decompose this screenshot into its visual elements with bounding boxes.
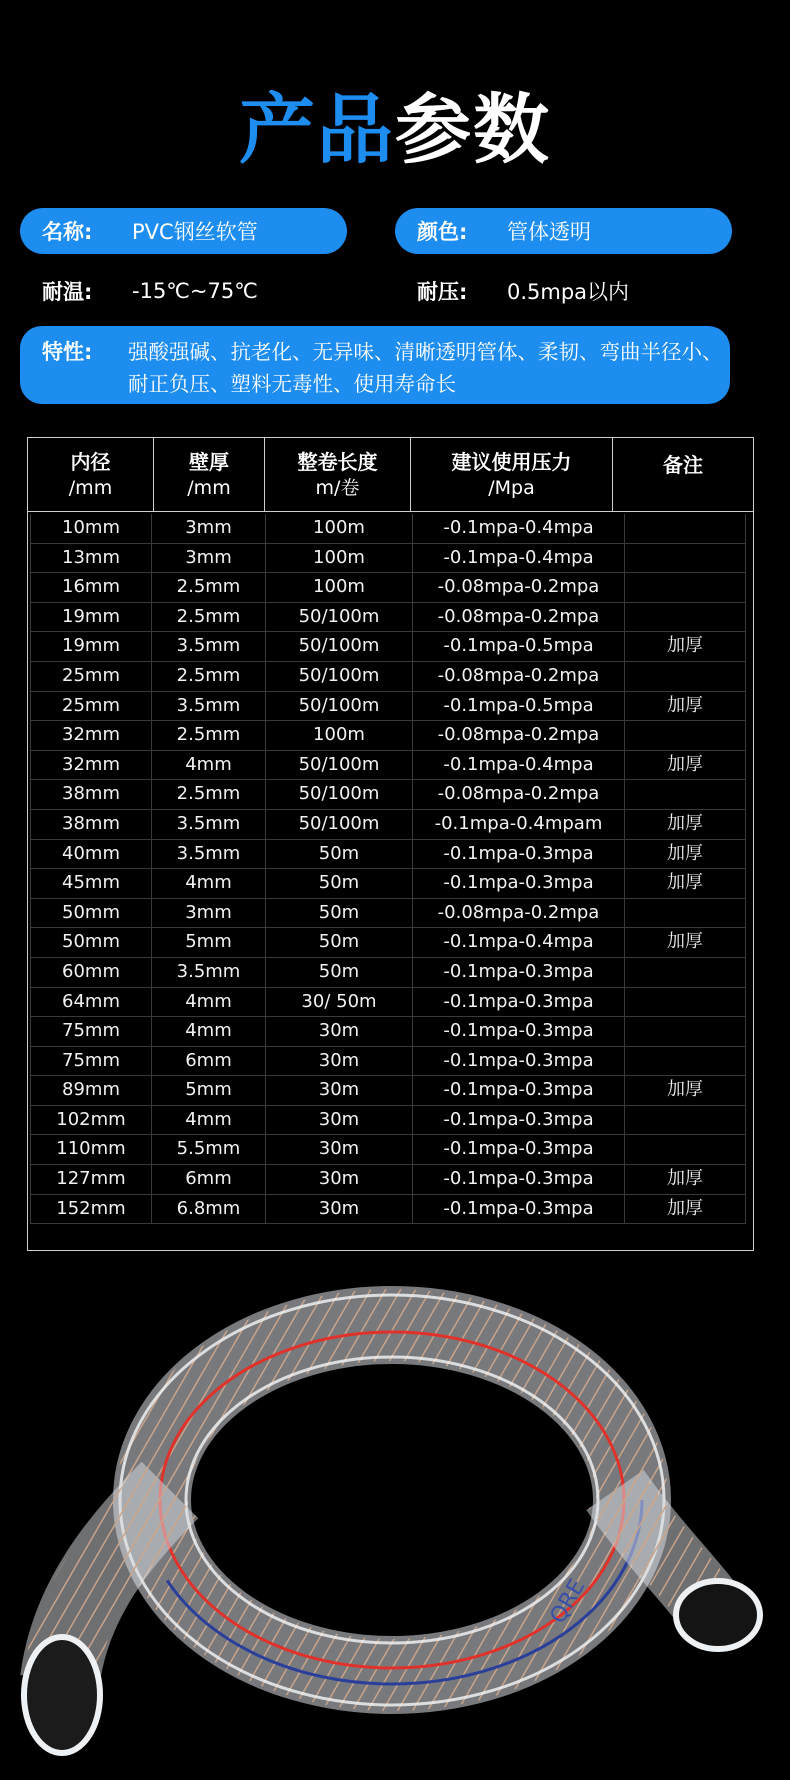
cell-wall-thickness: 4mm bbox=[152, 1017, 266, 1046]
cell-wall-thickness: 3.5mm bbox=[152, 840, 266, 869]
pressure-label: 耐压: bbox=[417, 280, 468, 304]
cell-inner-diameter: 75mm bbox=[30, 1017, 152, 1046]
header-roll-length bbox=[265, 438, 411, 512]
cell-pressure: -0.1mpa-0.3mpa bbox=[413, 1106, 625, 1135]
cell-roll-length: 30m bbox=[266, 1165, 413, 1194]
table-row bbox=[30, 514, 746, 544]
cell-roll-length: 50m bbox=[266, 958, 413, 987]
cell-remark: 加厚 bbox=[625, 1165, 746, 1194]
header-inner-diameter bbox=[28, 438, 154, 512]
cell-remark bbox=[625, 1047, 746, 1076]
cell-remark bbox=[625, 1106, 746, 1135]
cell-remark bbox=[625, 899, 746, 928]
cell-remark: 加厚 bbox=[625, 928, 746, 957]
cell-pressure: -0.1mpa-0.4mpa bbox=[413, 544, 625, 573]
cell-pressure: -0.1mpa-0.3mpa bbox=[413, 1135, 625, 1164]
cell-wall-thickness: 2.5mm bbox=[152, 721, 266, 750]
cell-remark bbox=[625, 1135, 746, 1164]
spec-table bbox=[27, 437, 754, 1251]
table-row bbox=[30, 632, 746, 662]
cell-roll-length: 100m bbox=[266, 721, 413, 750]
pressure-value: 0.5mpa以内 bbox=[507, 280, 630, 304]
cell-roll-length: 50/100m bbox=[266, 603, 413, 632]
cell-wall-thickness: 5.5mm bbox=[152, 1135, 266, 1164]
cell-remark: 加厚 bbox=[625, 1076, 746, 1105]
cell-inner-diameter: 64mm bbox=[30, 988, 152, 1017]
cell-inner-diameter: 38mm bbox=[30, 780, 152, 809]
cell-wall-thickness: 4mm bbox=[152, 751, 266, 780]
cell-inner-diameter: 16mm bbox=[30, 573, 152, 602]
table-row bbox=[30, 573, 746, 603]
cell-wall-thickness: 6mm bbox=[152, 1047, 266, 1076]
cell-pressure: -0.1mpa-0.3mpa bbox=[413, 1017, 625, 1046]
table-body bbox=[30, 514, 746, 1224]
color-pill bbox=[395, 208, 732, 254]
cell-remark: 加厚 bbox=[625, 840, 746, 869]
header-text: 整卷长度 bbox=[297, 449, 378, 474]
cell-remark bbox=[625, 1017, 746, 1046]
hose-print: QRE bbox=[545, 1575, 591, 1628]
cell-pressure: -0.1mpa-0.5mpa bbox=[413, 692, 625, 721]
cell-wall-thickness: 2.5mm bbox=[152, 662, 266, 691]
table-row bbox=[30, 662, 746, 692]
cell-wall-thickness: 3mm bbox=[152, 899, 266, 928]
cell-pressure: -0.1mpa-0.4mpa bbox=[413, 751, 625, 780]
cell-inner-diameter: 50mm bbox=[30, 928, 152, 957]
name-value: PVC钢丝软管 bbox=[132, 220, 258, 244]
cell-wall-thickness: 3.5mm bbox=[152, 810, 266, 839]
table-row bbox=[30, 928, 746, 958]
cell-remark: 加厚 bbox=[625, 810, 746, 839]
cell-inner-diameter: 40mm bbox=[30, 840, 152, 869]
table-row bbox=[30, 1135, 746, 1165]
cell-pressure: -0.1mpa-0.4mpa bbox=[413, 928, 625, 957]
cell-remark bbox=[625, 603, 746, 632]
cell-roll-length: 100m bbox=[266, 573, 413, 602]
cell-roll-length: 50/100m bbox=[266, 662, 413, 691]
header-unit: /Mpa bbox=[488, 476, 535, 499]
cell-pressure: -0.1mpa-0.3mpa bbox=[413, 840, 625, 869]
table-row bbox=[30, 869, 746, 899]
cell-wall-thickness: 2.5mm bbox=[152, 603, 266, 632]
cell-inner-diameter: 25mm bbox=[30, 692, 152, 721]
title-part-2: 参数 bbox=[395, 85, 551, 174]
color-value: 管体透明 bbox=[507, 220, 591, 244]
cell-roll-length: 100m bbox=[266, 544, 413, 573]
table-row bbox=[30, 692, 746, 722]
cell-wall-thickness: 2.5mm bbox=[152, 780, 266, 809]
cell-remark bbox=[625, 721, 746, 750]
steel-wire-hose-coil bbox=[0, 1280, 790, 1780]
temp-row bbox=[42, 271, 258, 311]
page-title bbox=[0, 85, 790, 174]
table-row bbox=[30, 780, 746, 810]
cell-wall-thickness: 4mm bbox=[152, 869, 266, 898]
features-pill bbox=[20, 326, 730, 404]
cell-pressure: -0.1mpa-0.5mpa bbox=[413, 632, 625, 661]
cell-roll-length: 30m bbox=[266, 1017, 413, 1046]
cell-wall-thickness: 6.8mm bbox=[152, 1195, 266, 1224]
cell-pressure: -0.08mpa-0.2mpa bbox=[413, 721, 625, 750]
cell-pressure: -0.1mpa-0.3mpa bbox=[413, 1076, 625, 1105]
features-label: 特性: bbox=[42, 340, 93, 364]
cell-roll-length: 100m bbox=[266, 514, 413, 543]
cell-remark bbox=[625, 780, 746, 809]
cell-roll-length: 30m bbox=[266, 1047, 413, 1076]
cell-wall-thickness: 5mm bbox=[152, 928, 266, 957]
temp-label: 耐温: bbox=[42, 280, 93, 304]
cell-inner-diameter: 19mm bbox=[30, 603, 152, 632]
table-row bbox=[30, 840, 746, 870]
header-text: 备注 bbox=[663, 453, 703, 477]
cell-inner-diameter: 102mm bbox=[30, 1106, 152, 1135]
table-row bbox=[30, 899, 746, 929]
temp-value: -15℃~75℃ bbox=[132, 279, 258, 303]
cell-wall-thickness: 3mm bbox=[152, 514, 266, 543]
color-label: 颜色: bbox=[417, 220, 468, 244]
table-row bbox=[30, 721, 746, 751]
cell-remark bbox=[625, 544, 746, 573]
cell-roll-length: 30m bbox=[266, 1076, 413, 1105]
cell-remark: 加厚 bbox=[625, 1195, 746, 1224]
cell-wall-thickness: 5mm bbox=[152, 1076, 266, 1105]
cell-remark: 加厚 bbox=[625, 751, 746, 780]
cell-roll-length: 50/100m bbox=[266, 780, 413, 809]
cell-pressure: -0.1mpa-0.3mpa bbox=[413, 958, 625, 987]
table-row bbox=[30, 1106, 746, 1136]
table-row bbox=[30, 988, 746, 1018]
header-unit: /mm bbox=[187, 476, 231, 499]
cell-inner-diameter: 32mm bbox=[30, 751, 152, 780]
cell-inner-diameter: 89mm bbox=[30, 1076, 152, 1105]
cell-wall-thickness: 3.5mm bbox=[152, 692, 266, 721]
cell-remark bbox=[625, 514, 746, 543]
cell-wall-thickness: 2.5mm bbox=[152, 573, 266, 602]
cell-inner-diameter: 152mm bbox=[30, 1195, 152, 1224]
cell-roll-length: 50m bbox=[266, 869, 413, 898]
header-text: 建议使用压力 bbox=[451, 449, 572, 474]
cell-pressure: -0.08mpa-0.2mpa bbox=[413, 899, 625, 928]
table-row bbox=[30, 751, 746, 781]
header-pressure bbox=[411, 438, 613, 512]
cell-remark: 加厚 bbox=[625, 869, 746, 898]
cell-remark bbox=[625, 573, 746, 602]
header-text: 内径 bbox=[70, 449, 111, 474]
table-row bbox=[30, 1047, 746, 1077]
cell-pressure: -0.1mpa-0.3mpa bbox=[413, 869, 625, 898]
table-row bbox=[30, 810, 746, 840]
table-row bbox=[30, 1076, 746, 1106]
cell-wall-thickness: 3mm bbox=[152, 544, 266, 573]
cell-inner-diameter: 38mm bbox=[30, 810, 152, 839]
cell-wall-thickness: 3.5mm bbox=[152, 632, 266, 661]
cell-pressure: -0.1mpa-0.3mpa bbox=[413, 1165, 625, 1194]
cell-inner-diameter: 19mm bbox=[30, 632, 152, 661]
cell-inner-diameter: 60mm bbox=[30, 958, 152, 987]
cell-roll-length: 50m bbox=[266, 840, 413, 869]
cell-roll-length: 30m bbox=[266, 1135, 413, 1164]
cell-wall-thickness: 3.5mm bbox=[152, 958, 266, 987]
cell-roll-length: 30m bbox=[266, 1106, 413, 1135]
cell-pressure: -0.08mpa-0.2mpa bbox=[413, 573, 625, 602]
header-text: 壁厚 bbox=[189, 449, 229, 474]
title-part-1: 产品 bbox=[239, 85, 395, 174]
cell-wall-thickness: 4mm bbox=[152, 988, 266, 1017]
cell-inner-diameter: 25mm bbox=[30, 662, 152, 691]
cell-pressure: -0.1mpa-0.3mpa bbox=[413, 1047, 625, 1076]
cell-roll-length: 50/100m bbox=[266, 692, 413, 721]
table-row bbox=[30, 958, 746, 988]
cell-pressure: -0.08mpa-0.2mpa bbox=[413, 662, 625, 691]
cell-inner-diameter: 13mm bbox=[30, 544, 152, 573]
header-wall-thickness bbox=[154, 438, 265, 512]
cell-inner-diameter: 110mm bbox=[30, 1135, 152, 1164]
table-row bbox=[30, 544, 746, 574]
table-row bbox=[30, 1195, 746, 1225]
header-unit: m/卷 bbox=[315, 476, 360, 499]
cell-roll-length: 50/100m bbox=[266, 751, 413, 780]
table-row bbox=[30, 1165, 746, 1195]
cell-wall-thickness: 4mm bbox=[152, 1106, 266, 1135]
cell-pressure: -0.1mpa-0.4mpam bbox=[413, 810, 625, 839]
cell-pressure: -0.1mpa-0.3mpa bbox=[413, 988, 625, 1017]
cell-inner-diameter: 75mm bbox=[30, 1047, 152, 1076]
features-value: 强酸强碱、抗老化、无异味、清晰透明管体、柔韧、弯曲半径小、耐正负压、塑料无毒性、使用寿命长 bbox=[128, 340, 723, 396]
cell-roll-length: 50m bbox=[266, 899, 413, 928]
name-label: 名称: bbox=[42, 220, 93, 244]
cell-inner-diameter: 50mm bbox=[30, 899, 152, 928]
cell-remark: 加厚 bbox=[625, 632, 746, 661]
table-row bbox=[30, 1017, 746, 1047]
cell-pressure: -0.1mpa-0.3mpa bbox=[413, 1195, 625, 1224]
name-pill bbox=[20, 208, 347, 254]
cell-inner-diameter: 10mm bbox=[30, 514, 152, 543]
pressure-row bbox=[417, 271, 629, 311]
cell-remark bbox=[625, 958, 746, 987]
header-remark bbox=[613, 438, 753, 512]
table-row bbox=[30, 603, 746, 633]
cell-roll-length: 50m bbox=[266, 928, 413, 957]
cell-roll-length: 30/ 50m bbox=[266, 988, 413, 1017]
cell-pressure: -0.08mpa-0.2mpa bbox=[413, 780, 625, 809]
cell-roll-length: 50/100m bbox=[266, 632, 413, 661]
cell-remark: 加厚 bbox=[625, 692, 746, 721]
header-unit: /mm bbox=[68, 476, 113, 499]
cell-remark bbox=[625, 662, 746, 691]
cell-wall-thickness: 6mm bbox=[152, 1165, 266, 1194]
cell-pressure: -0.1mpa-0.4mpa bbox=[413, 514, 625, 543]
table-header bbox=[28, 438, 753, 512]
cell-roll-length: 50/100m bbox=[266, 810, 413, 839]
cell-remark bbox=[625, 988, 746, 1017]
cell-inner-diameter: 45mm bbox=[30, 869, 152, 898]
cell-inner-diameter: 32mm bbox=[30, 721, 152, 750]
cell-pressure: -0.08mpa-0.2mpa bbox=[413, 603, 625, 632]
cell-inner-diameter: 127mm bbox=[30, 1165, 152, 1194]
cell-roll-length: 30m bbox=[266, 1195, 413, 1224]
